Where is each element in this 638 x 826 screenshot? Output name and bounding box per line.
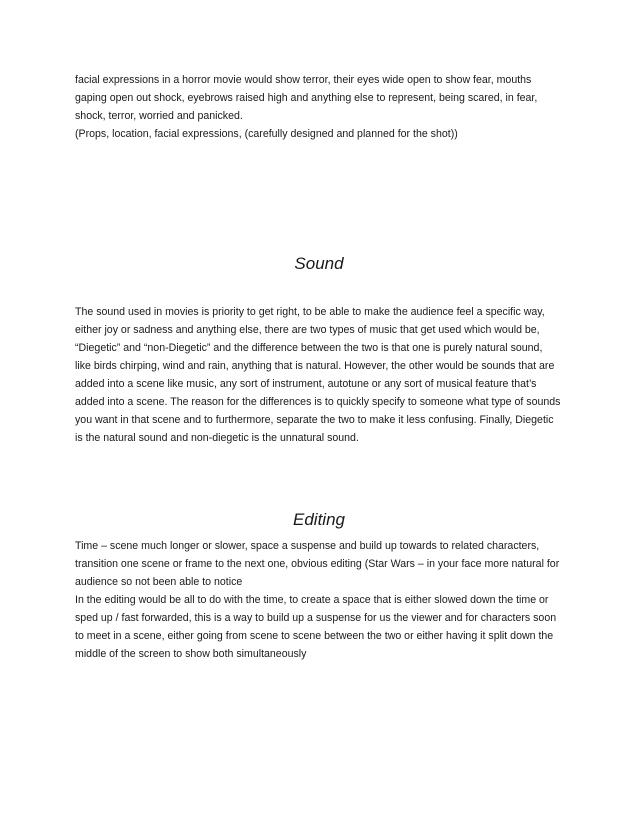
text-line: sped up / fast forwarded, this is a way to build up a suspense for us the viewer and for characters soon <box>75 612 557 624</box>
text-line: Time – scene much longer or slower, space a suspense and build up towards to related characters, <box>75 540 540 552</box>
text-line: In the editing would be all to do with the time, to create a space that is either slowed down the time or <box>75 594 549 606</box>
editing-paragraph <box>75 591 567 663</box>
text-line: to meet in a scene, either going from scene to scene between the two or either having it split down the <box>75 630 554 642</box>
editing-heading: Editing <box>293 510 345 529</box>
editing-notes-paragraph <box>75 537 567 591</box>
text-line: shock, terror, worried and panicked. <box>75 110 243 122</box>
text-line: facial expressions in a horror movie would show terror, their eyes wide open to show fear, mouths <box>75 74 532 86</box>
sound-paragraph <box>75 303 567 447</box>
text-line: (Props, location, facial expressions, (carefully designed and planned for the shot)) <box>75 128 458 140</box>
text-line: “Diegetic” and “non-Diegetic” and the difference between the two is that one is purely natural sound, <box>75 342 543 354</box>
text-line: added into a scene like music, any sort of instrument, autotune or any sort of musical feature that’s <box>75 378 537 390</box>
text-line: like birds chirping, wind and rain, anything that is natural. However, the other would be sounds that are <box>75 360 555 372</box>
intro-note-paragraph <box>75 125 567 143</box>
text-line: is the natural sound and non-diegetic is the unnatural sound. <box>75 432 359 444</box>
text-line: transition one scene or frame to the next one, obvious editing (Star Wars – in your face more natural for <box>75 558 560 570</box>
text-line: you want in that scene and to furthermore, separate the two to make it less confusing. Finally, Diegetic <box>75 414 554 426</box>
text-line: The sound used in movies is priority to get right, to be able to make the audience feel a specific way, <box>75 306 545 318</box>
sound-heading: Sound <box>294 254 344 273</box>
text-line: audience so not been able to notice <box>75 576 243 588</box>
text-line: either joy or sadness and anything else, there are two types of music that get used which would be, <box>75 324 540 336</box>
text-line: added into a scene. The reason for the differences is to quickly specify to someone what type of sounds <box>75 396 561 408</box>
text-line: gaping open out shock, eyebrows raised high and anything else to represent, being scared, in fear, <box>75 92 538 104</box>
text-line: middle of the screen to show both simultaneously <box>75 648 307 660</box>
intro-paragraph <box>75 71 567 125</box>
